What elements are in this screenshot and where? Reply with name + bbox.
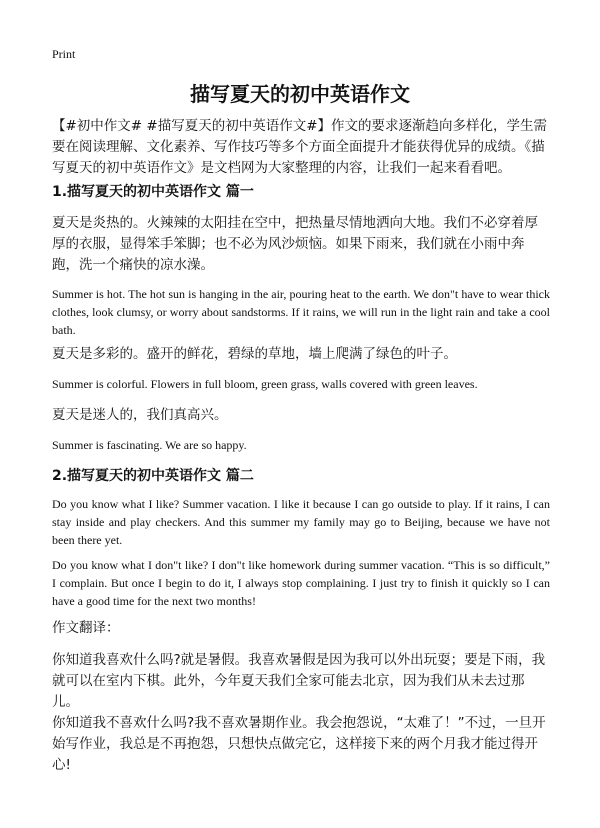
translation-paragraph-1: 你知道我喜欢什么吗?就是暑假。我喜欢暑假是因为我可以外出玩耍；要是下雨，我就可以在室内下棋。此外，今年夏天我们全家可能去北京，因为我们从未去过那儿。 xyxy=(52,652,546,710)
section-1-paragraph-3-zh: 夏天是迷人的，我们真高兴。 xyxy=(52,407,228,423)
section-1-heading: 1.描写夏天的初中英语作文 篇一 xyxy=(52,184,254,200)
section-1-paragraph-1-zh: 夏天是炎热的。火辣辣的太阳挂在空中，把热量尽情地洒向大地。我们不必穿着厚厚的衣服，显得笨手笨脚；也不必为风沙烦恼。如果下雨来，我们就在小雨中奔跑，洗一个痛快的凉水澡。 xyxy=(52,215,538,273)
section-2-paragraph-1-en: Do you know what I like? Summer vacation. I like it because I can go outside to play. If it rains, I can stay inside and play checkers. And this summer my family may go to Beijing, because we have not been there yet. xyxy=(52,497,550,547)
section-1-paragraph-3-en: Summer is fascinating. We are so happy. xyxy=(52,438,247,452)
translation-paragraph-2: 你知道我不喜欢什么吗?我不喜欢暑期作业。我会抱怨说，“太难了！”不过，一旦开始写作业，我总是不再抱怨，只想快点做完它，这样接下来的两个月我才能过得开心! xyxy=(52,715,546,773)
section-1-paragraph-2-zh: 夏天是多彩的。盛开的鲜花，碧绿的草地，墙上爬满了绿色的叶子。 xyxy=(52,346,457,362)
section-2-heading: 2.描写夏天的初中英语作文 篇二 xyxy=(52,468,254,484)
section-1-paragraph-2-en: Summer is colorful. Flowers in full bloom, green grass, walls covered with green leaves. xyxy=(52,377,478,391)
print-label: Print xyxy=(52,47,76,61)
section-1-paragraph-1-en: Summer is hot. The hot sun is hanging in the air, pouring heat to the earth. We don"t have to wear thick clothes, look clumsy, or worry about sandstorms. If it rains, we will run in the light rain and take a cool bath. xyxy=(52,287,550,337)
page-title: 描写夏天的初中英语作文 xyxy=(190,82,410,106)
translation-label: 作文翻译： xyxy=(52,620,120,636)
intro-paragraph: 【#初中作文# #描写夏天的初中英语作文#】作文的要求逐渐趋向多样化，学生需要在阅读理解、文化素养、写作技巧等多个方面全面提升才能获得优异的成绩。《描写夏天的初中英语作文》是文档网为大家整理的内容，让我们一起来看看吧。 xyxy=(52,118,548,176)
section-2-paragraph-2-en: Do you know what I don"t like? I don"t like homework during summer vacation. “This is so difficult,” I complain. But once I begin to do it, I always stop complaining. I just try to finish it quickly so I can have a good time for the next two months! xyxy=(52,558,550,608)
